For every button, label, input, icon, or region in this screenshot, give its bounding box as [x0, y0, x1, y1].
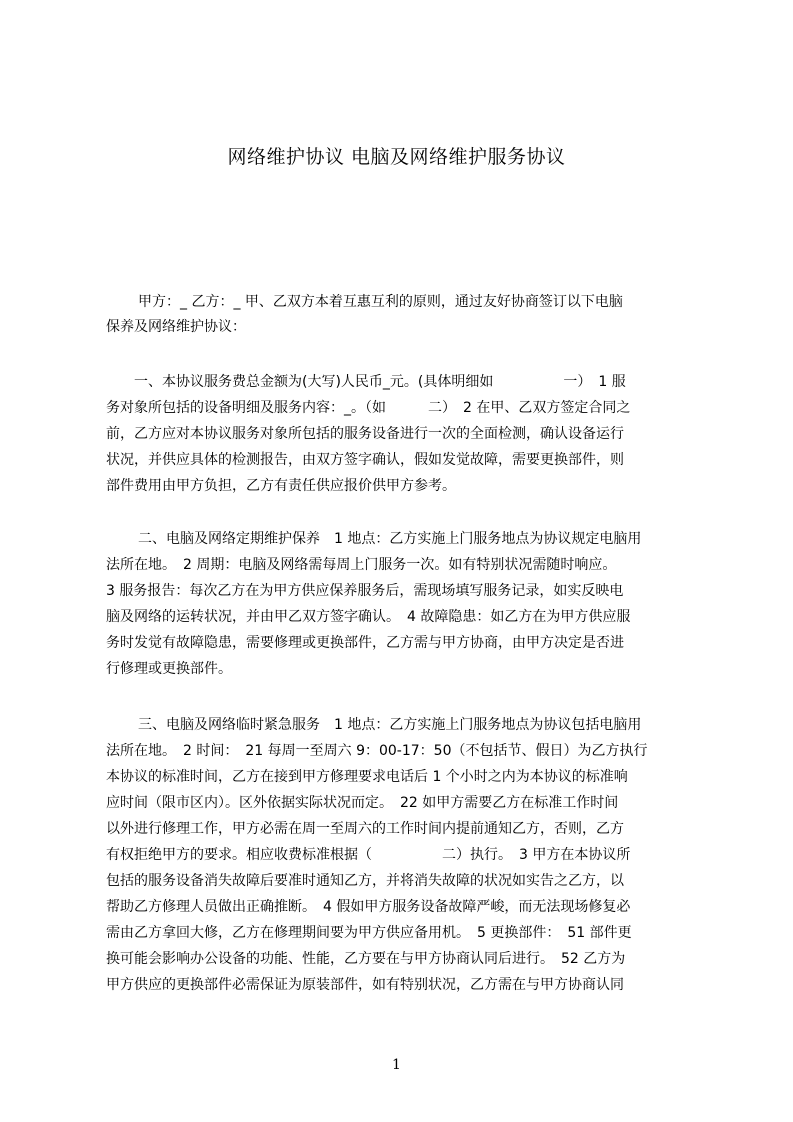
paragraph-4-line-2: 法所在地。 2 时间： 21 每周一至周六 9：00-17：50（不包括节、假日）为乙方执行 — [106, 743, 648, 759]
paragraph-4-line-1: 三、电脑及网络临时紧急服务 1 地点：乙方实施上门服务地点为协议包括电脑用 — [138, 717, 642, 733]
paragraph-4-line-6: 有权拒绝甲方的要求。相应收费标准根据（ 二）执行。 3 甲方在本协议所 — [106, 847, 631, 863]
paragraph-3-line-4: 脑及网络的运转状况，并由甲乙双方签字确认。 4 故障隐患：如乙方在为甲方供应服 — [106, 609, 631, 625]
paragraph-3-line-2: 法所在地。 2 周期：电脑及网络需每周上门服务一次。如有特别状况需随时响应。 — [106, 557, 617, 573]
document-title: 网络维护协议 电脑及网络维护服务协议 — [227, 146, 566, 168]
paragraph-1-line-2: 保养及网络维护协议： — [106, 319, 246, 335]
paragraph-4-line-3: 本协议的标准时间，乙方在接到甲方修理要求电话后 1 个小时之内为本协议的标准响 — [106, 769, 628, 785]
paragraph-2-line-2: 务对象所包括的设备明细及服务内容：_。（如 二） 2 在甲、乙双方签定合同之 — [106, 400, 631, 416]
paragraph-4-line-4: 应时间（限市区内）。区外依据实际状况而定。 22 如甲方需要乙方在标准工作时间 — [106, 795, 619, 811]
paragraph-4-line-7: 包括的服务设备消失故障后要准时通知乙方，并将消失故障的状况如实告之乙方，以 — [106, 873, 624, 889]
paragraph-2-line-4: 状况，并供应具体的检测报告，由双方签字确认，假如发觉故障，需要更换部件，则 — [106, 452, 624, 468]
paragraph-4-line-11: 甲方供应的更换部件必需保证为原装部件，如有特别状况，乙方需在与甲方协商认同 — [106, 977, 624, 993]
paragraph-4-line-5: 以外进行修理工作，甲方必需在周一至周六的工作时间内提前通知乙方，否则，乙方 — [106, 821, 624, 837]
paragraph-4-line-9: 需由乙方拿回大修，乙方在修理期间要为甲方供应备用机。 5 更换部件： 51 部件更 — [106, 925, 632, 941]
paragraph-3-line-5: 务时发觉有故障隐患，需要修理或更换部件，乙方需与甲方协商，由甲方决定是否进 — [106, 635, 624, 651]
paragraph-2-line-5: 部件费用由甲方负担，乙方有责任供应报价供甲方参考。 — [106, 478, 456, 494]
paragraph-1-line-1: 甲方：_ 乙方：_ 甲、乙双方本着互惠互利的原则，通过友好协商签订以下电脑 — [138, 294, 623, 310]
paragraph-2-line-1: 一、本协议服务费总金额为(大写)人民币_元。(具体明细如 一） 1 服 — [134, 374, 626, 390]
paragraph-2-line-3: 前，乙方应对本协议服务对象所包括的服务设备进行一次的全面检测，确认设备运行 — [106, 426, 624, 442]
paragraph-4-line-10: 换可能会影响办公设备的功能、性能，乙方要在与甲方协商认同后进行。 52 乙方为 — [106, 951, 626, 967]
paragraph-3-line-1: 二、电脑及网络定期维护保养 1 地点：乙方实施上门服务地点为协议规定电脑用 — [138, 531, 642, 547]
paragraph-3-line-6: 行修理或更换部件。 — [106, 661, 232, 677]
paragraph-3-line-3: 3 服务报告：每次乙方在为甲方供应保养服务后，需现场填写服务记录，如实反映电 — [106, 583, 624, 599]
paragraph-4-line-8: 帮助乙方修理人员做出正确推断。 4 假如甲方服务设备故障严峻，而无法现场修复必 — [106, 899, 631, 915]
page-number: 1 — [392, 1057, 401, 1073]
